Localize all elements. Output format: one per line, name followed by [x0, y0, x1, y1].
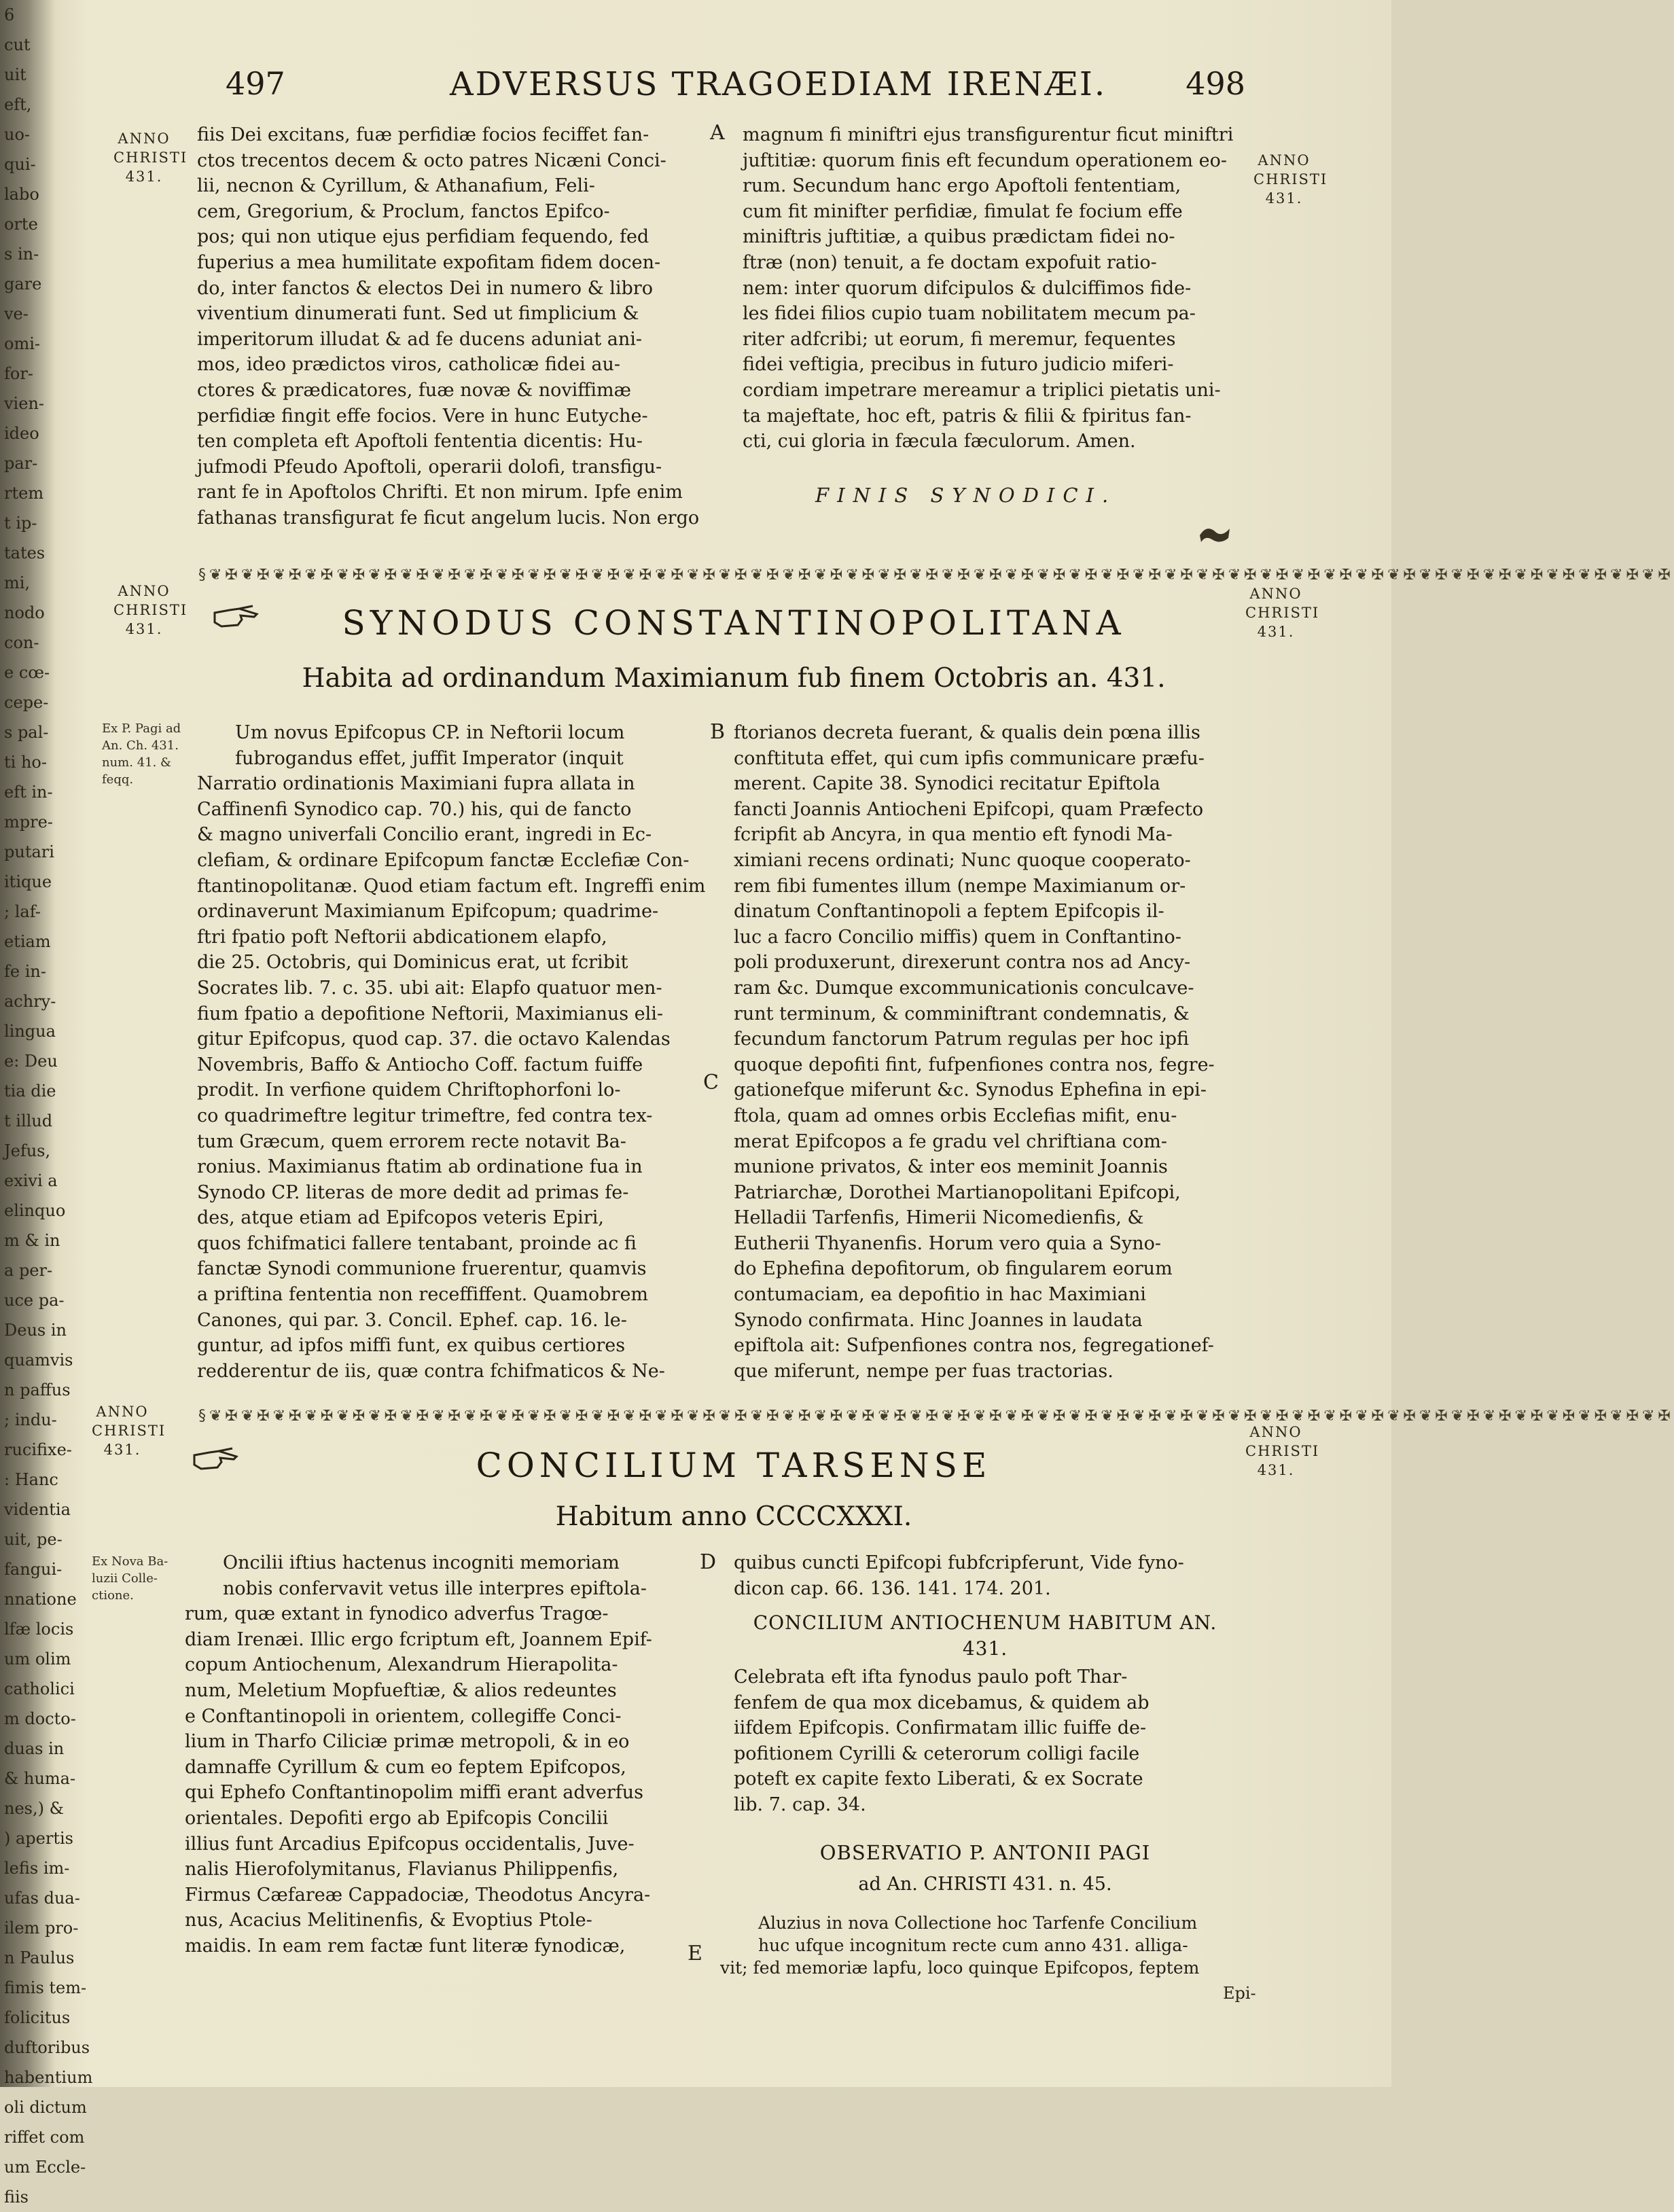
text-line: conftituta effet, qui cum ipfis communicare præfu- [734, 747, 1205, 769]
page-number-left: 497 [226, 65, 285, 102]
text-line: munione privatos, & inter eos meminit Joannis [734, 1156, 1168, 1178]
text-line: omi- [4, 334, 40, 353]
text-line: orte [4, 215, 38, 234]
text-line: & magno univerfali Concilio erant, ingredi in Ec- [197, 824, 652, 846]
margin-letter-a: A [710, 121, 725, 145]
observatio-subtitle: ad An. CHRISTI 431. n. 45. [858, 1874, 1112, 1895]
text-line: tia die [4, 1082, 56, 1101]
text-line: t ip- [4, 514, 37, 533]
text-line: qui Ephefo Conftantinopolim miffi erant adverfus [185, 1782, 644, 1804]
text-line: clefiam, & ordinare Epifcopum fanctæ Ecclefiæ Con- [197, 849, 690, 871]
text-line: merat Epifcopos a fe gradu vel chriftiana com- [734, 1130, 1168, 1152]
anno-word: ANNO [96, 1404, 149, 1420]
text-line: do Ephefina depofitorum, ob fingularem eorum [734, 1258, 1173, 1280]
text-line: cut [4, 35, 31, 54]
text-line: duas in [4, 1739, 65, 1758]
text-line: mi, [4, 573, 31, 592]
text-line: s in- [4, 245, 39, 264]
text-line: iifdem Epifcopis. Confirmatam illic fuiffe de- [734, 1717, 1147, 1739]
anno-year: 431. [1257, 624, 1295, 640]
text-line: guntur, ad ipfos miffi funt, ex quibus certiores [197, 1335, 626, 1357]
text-line: ximiani recens ordinati; Nunc quoque cooperato- [734, 849, 1191, 871]
text-line: ideo [4, 424, 39, 443]
text-line: fecundum fanctorum Patrum regulas per hoc ipfi [734, 1029, 1190, 1050]
text-line: for- [4, 364, 33, 383]
observatio-body [720, 1912, 1243, 1979]
anno-year: 431. [1257, 1462, 1295, 1478]
text-line: copum Antiochenum, Alexandrum Hierapolita- [185, 1654, 618, 1676]
text-line: um olim [4, 1649, 71, 1669]
text-line: ctores & prædicatores, fuæ novæ & noviffimæ [197, 379, 632, 401]
facing-page-fragment [0, 0, 93, 2207]
margin-letter-c: C [703, 1071, 719, 1094]
text-line: ti ho- [4, 753, 47, 772]
text-line: ctos trecentos decem & octo patres Nicæni Conci- [197, 149, 666, 171]
text-line: damnaffe Cyrillum & cum eo feptem Epifcopos, [185, 1756, 626, 1778]
text-line: juftitiæ: quorum finis eft fecundum operationem eo- [743, 149, 1227, 171]
text-line: fiis Dei excitans, fuæ perfidiæ focios feciffet fan- [197, 124, 649, 145]
text-line: ftri fpatio poft Neftorii abdicationem elapfo, [197, 926, 607, 948]
text-line: riffet com [4, 2128, 85, 2147]
text-line: prodit. In verfione quidem Chriftophorfoni lo- [197, 1080, 621, 1101]
text-line: Deus in [4, 1321, 67, 1340]
text-line: rum. Secundum hanc ergo Apoftoli fententiam, [743, 175, 1181, 197]
text-line: Firmus Cæfareæ Cappadociæ, Theodotus Ancyra- [185, 1884, 651, 1906]
text-line: nes,) & [4, 1799, 64, 1818]
text-line: Aluzius in nova Collectione hoc Tarfenfe Concilium [758, 1913, 1198, 1933]
text-line: gare [4, 274, 42, 293]
text-line: uit, pe- [4, 1530, 63, 1549]
synodus-right-column [734, 720, 1236, 1384]
text-line: les fidei filios cupio tuam nobilitatem mecum pa- [743, 303, 1196, 325]
text-line: putari [4, 842, 54, 861]
text-line: uo- [4, 125, 31, 144]
text-line: fubrogandus effet, juffit Imperator (inquit [235, 747, 624, 769]
text-line: Um novus Epifcopus CP. in Neftorii locum [235, 722, 625, 743]
text-line: lfæ locis [4, 1620, 74, 1639]
text-line: tum Græcum, quem errorem recte notavit Ba- [197, 1130, 626, 1152]
text-line: Celebrata eft ifta fynodus paulo poft Thar- [734, 1666, 1128, 1688]
text-line: lingua [4, 1022, 56, 1041]
text-line: 6 [4, 5, 15, 24]
catchword: Epi- [1223, 1984, 1256, 2003]
text-line: ftantinopolitanæ. Quod etiam factum eft. Ingreffi enim [197, 875, 706, 897]
text-line: lib. 7. cap. 34. [734, 1794, 866, 1815]
text-line: videntia [4, 1500, 71, 1519]
anno-label [113, 582, 188, 639]
text-line: folicitus [4, 2008, 71, 2027]
synodus-left-column [197, 720, 706, 1384]
sidenote-line: feqq. [102, 772, 134, 787]
text-line: n paffus [4, 1380, 71, 1399]
anno-word: ANNO [118, 583, 171, 599]
text-line: catholici [4, 1679, 75, 1698]
text-line: ten completa eft Apoftoli fententia dicentis: Hu- [197, 431, 643, 452]
text-line: & huma- [4, 1769, 76, 1788]
sidenote-line: num. 41. & [102, 755, 172, 770]
text-line: uce pa- [4, 1291, 65, 1310]
anno-christi: CHRISTI [1245, 605, 1320, 621]
anno-year: 431. [103, 1442, 141, 1458]
text-line: fuperius a mea humilitate expofitam fidem docen- [197, 251, 661, 273]
text-line: e Conftantinopoli in orientem, collegiffe Conci- [185, 1705, 622, 1727]
text-line: ve- [4, 304, 29, 323]
text-line: gitur Epifcopus, quod cap. 37. die octavo Kalendas [197, 1029, 671, 1050]
text-line: illius funt Arcadius Epifcopus occidentalis, Juve- [185, 1833, 635, 1855]
text-line: co quadrimeftre legitur trimeftre, fed contra tex- [197, 1105, 653, 1126]
text-line: rum, quæ extant in fynodico adverfus Tragœ- [185, 1603, 609, 1625]
ornament-band: §❦✠❦✠❦✠❦✠❦✠❦✠❦✠❦✠❦✠❦✠❦✠❦✠❦✠❦✠❦✠❦✠❦✠❦✠❦✠❦✠❦✠❦✠❦✠❦✠❦✠❦✠❦✠❦✠❦✠❦✠❦✠❦✠❦✠❦✠❦✠❦✠❦✠❦✠❦✠❦✠❦✠❦✠❦✠❦✠❦✠❦✠ [198, 567, 1674, 584]
text-line: ufas dua- [4, 1889, 80, 1908]
text-line: runt terminum, & comminiftrant condemnatis, & [734, 1003, 1190, 1024]
text-line: ; laf- [4, 902, 41, 921]
text-line: fe in- [4, 962, 46, 981]
text-line: contumaciam, ea depofitio in hac Maximiani [734, 1284, 1146, 1306]
observatio-title: OBSERVATIO P. ANTONII PAGI [819, 1841, 1151, 1864]
text-line: fium fpatio a depofitione Neftorii, Maximianus eli- [197, 1003, 664, 1024]
anno-label [1253, 151, 1328, 208]
text-line: miniftris juftitiæ, a quibus prædictam fidei no- [743, 226, 1175, 248]
section-title-tarsense: CONCILIUM TARSENSE [476, 1446, 992, 1485]
text-line: par- [4, 454, 38, 473]
text-line: tates [4, 543, 46, 563]
text-line: lii, necnon & Cyrillum, & Athanafium, Feli- [197, 175, 595, 197]
text-line: poli produxerunt, direxerunt contra nos ad Ancy- [734, 952, 1191, 974]
text-line: vit; fed memoriæ lapfu, loco quinque Epifcopos, feptem [720, 1958, 1200, 1978]
text-line: Canones, qui par. 3. Concil. Ephef. cap. 16. le- [197, 1309, 627, 1331]
text-line: ftræ (non) tenuit, a fe doctam expofuit ratio- [743, 251, 1157, 273]
text-line: rem fibi fumentes illum (nempe Maximianum or- [734, 875, 1186, 897]
section-subtitle-synodus: Habita ad ordinandum Maximianum fub finem Octobris an. 431. [302, 663, 1166, 694]
text-line: um Eccle- [4, 2158, 86, 2177]
text-line: dinatum Conftantinopoli a feptem Epifcopis il- [734, 901, 1164, 923]
text-line: nodo [4, 603, 45, 622]
anno-year: 431. [1265, 190, 1303, 207]
text-line: maidis. In eam rem factæ funt literæ fynodicæ, [185, 1935, 626, 1957]
text-line: ordinaverunt Maximianum Epifcopum; quadrime- [197, 901, 659, 923]
text-line: Synodo CP. literas de more dedit ad primas fe- [197, 1181, 629, 1203]
text-line: rant fe in Apoftolos Chrifti. Et non mirum. Ipfe enim [197, 482, 683, 503]
anno-label [1245, 1423, 1320, 1480]
top-left-column [197, 122, 700, 531]
finis-synodici: FINIS SYNODICI. [815, 484, 1117, 507]
text-line: ftola, quam ad omnes orbis Ecclefias mifit, enu- [734, 1105, 1177, 1126]
text-line: Caffinenfi Synodico cap. 70.) his, qui de fancto [197, 798, 632, 820]
sidenote-line: Ex Nova Ba- [92, 1554, 168, 1569]
text-line: perfidiæ fingit effe focios. Vere in hunc Eutyche- [197, 405, 648, 427]
text-line: ilem pro- [4, 1919, 79, 1938]
tarsense-right-top [734, 1550, 1236, 1601]
text-line: a per- [4, 1261, 53, 1280]
margin-letter-d: D [700, 1550, 717, 1574]
text-line: exivi a [4, 1171, 58, 1190]
text-line: m & in [4, 1231, 60, 1250]
text-line: cum fit minifter perfidiæ, fimulat fe focium effe [743, 200, 1183, 222]
text-line: mos, ideo prædictos viros, catholicæ fidei au- [197, 354, 621, 376]
text-line: que miferunt, nempe per fuas tractorias. [734, 1360, 1114, 1382]
pointing-hand-icon [192, 1446, 241, 1473]
text-line: jufmodi Pfeudo Apoftoli, operarii dolofi, transfigu- [197, 456, 662, 478]
text-line: des, atque etiam ad Epifcopos veteris Epiri, [197, 1207, 604, 1229]
anno-word: ANNO [118, 130, 171, 147]
text-line: riter adfcribi; ut eorum, fi meremur, fequentes [743, 328, 1176, 350]
text-line: etiam [4, 932, 51, 951]
top-right-column [743, 122, 1245, 454]
anno-year: 431. [125, 168, 163, 185]
anno-christi: CHRISTI [113, 149, 188, 166]
fleuron-icon [1197, 522, 1232, 548]
text-line: con- [4, 633, 39, 652]
text-line: cem, Gregorium, & Proclum, fanctos Epifco- [197, 200, 610, 222]
text-line: pofitionem Cyrilli & ceterorum colligi facile [734, 1743, 1140, 1764]
text-line: fiis [4, 2188, 29, 2207]
text-line: ftorianos decreta fuerant, & qualis dein pœna illis [734, 722, 1200, 743]
text-line: merent. Capite 38. Synodici recitatur Epiftola [734, 773, 1160, 795]
text-line: num, Meletium Mopfueftiæ, & alios redeuntes [185, 1679, 617, 1701]
text-line: orientales. Depofiti ergo ab Epifcopis Concilii [185, 1807, 609, 1829]
pointing-hand-icon [212, 603, 261, 630]
anno-word: ANNO [1249, 1424, 1302, 1440]
text-line: pos; qui non utique ejus perfidiam fequendo, fed [197, 226, 649, 248]
text-line: magnum fi miniftri ejus transfigurentur ficut miniftri [743, 124, 1234, 145]
text-line: fimis tem- [4, 1978, 87, 1997]
text-line: luc a facro Concilio miffis) quem in Conftantino- [734, 926, 1181, 948]
text-line: lium in Tharfo Ciliciæ primæ metropoli, & in eo [185, 1731, 630, 1753]
text-line: do, inter fanctos & electos Dei in numero & libro [197, 277, 653, 299]
text-line: fathanas transfigurat fe ficut angelum lucis. Non ergo [197, 507, 700, 529]
sidenote-line: luzii Colle- [92, 1571, 158, 1586]
text-line: : Hanc [4, 1470, 58, 1489]
ornament-band: §❦✠❦✠❦✠❦✠❦✠❦✠❦✠❦✠❦✠❦✠❦✠❦✠❦✠❦✠❦✠❦✠❦✠❦✠❦✠❦✠❦✠❦✠❦✠❦✠❦✠❦✠❦✠❦✠❦✠❦✠❦✠❦✠❦✠❦✠❦✠❦✠❦✠❦✠❦✠❦✠❦✠❦✠❦✠❦✠❦✠❦✠ [198, 1408, 1674, 1425]
text-line: labo [4, 185, 39, 204]
text-line: vien- [4, 394, 45, 413]
text-line: epiftola ait: Sufpenfiones contra nos, fegregationef- [734, 1335, 1214, 1357]
text-line: itique [4, 872, 52, 891]
text-line: redderentur de iis, quæ contra fchifmaticos & Ne- [197, 1360, 665, 1382]
text-line: qui- [4, 155, 36, 174]
text-line: uit [4, 65, 26, 84]
running-title: ADVERSUS TRAGOEDIAM IRENÆI. [450, 65, 1107, 103]
margin-letter-e: E [688, 1942, 702, 1965]
text-line: e cœ- [4, 663, 50, 682]
text-line: die 25. Octobris, qui Dominicus erat, ut fcribit [197, 952, 628, 974]
text-line: oli dictum [4, 2098, 87, 2117]
anno-word: ANNO [1249, 586, 1302, 602]
text-line: dicon cap. 66. 136. 141. 174. 201. [734, 1577, 1051, 1599]
text-line: diam Irenæi. Illic ergo fcriptum eft, Joannem Epif- [185, 1628, 652, 1650]
text-line: quoque depofiti fint, fufpenfiones contra nos, fegre- [734, 1054, 1215, 1075]
text-line: fidei veftigia, precibus in futuro judicio miferi- [743, 354, 1174, 376]
text-line: achry- [4, 992, 56, 1011]
anno-label [1245, 584, 1320, 641]
text-line: nalis Hierofolymitanus, Flavianus Philippenfis, [185, 1859, 619, 1880]
text-line: cepe- [4, 693, 49, 712]
text-line: lefis im- [4, 1859, 70, 1878]
text-line: quamvis [4, 1351, 73, 1370]
text-line: viventium dinumerati funt. Sed ut fimplicium & [197, 303, 639, 325]
text-line: eft in- [4, 783, 53, 802]
text-line: s pal- [4, 723, 49, 742]
text-line: rucifixe- [4, 1440, 72, 1459]
text-line: m docto- [4, 1709, 76, 1728]
text-line: ta majeftate, hoc eft, patris & filii & fpiritus fan- [743, 405, 1192, 427]
margin-letter-b: B [710, 720, 726, 744]
text-line: imperitorum illudat & ad fe ducens aduniat ani- [197, 328, 643, 350]
text-line: ronius. Maximianus ftatim ab ordinatione fua in [197, 1156, 643, 1178]
sidenote-baluzius [92, 1553, 177, 1604]
text-line: Jefus, [4, 1141, 51, 1160]
text-line: duftoribus [4, 2038, 90, 2057]
text-line: huc ufque incognitum recte cum anno 431. alliga- [758, 1936, 1188, 1955]
text-line: mpre- [4, 813, 53, 832]
text-line: fancti Joannis Antiocheni Epifcopi, quam Præfecto [734, 798, 1204, 820]
text-line: Socrates lib. 7. c. 35. ubi ait: Elapfo quatuor men- [197, 977, 662, 999]
text-line: nem: inter quorum difcipulos & dulciffimos fide- [743, 277, 1192, 299]
text-line: quos fchifmatici fallere tentabant, proinde ac fi [197, 1232, 637, 1254]
text-line: Patriarchæ, Dorothei Martianopolitani Epifcopi, [734, 1181, 1181, 1203]
text-line: nnatione [4, 1590, 77, 1609]
sidenote-line: ctione. [92, 1588, 134, 1603]
text-line: fenfem de qua mox dicebamus, & quidem ab [734, 1692, 1150, 1713]
sidenote-pagi [102, 720, 187, 788]
text-line: fangui- [4, 1560, 63, 1579]
text-line: Helladii Tarfenfis, Himerii Nicomedienfis, & [734, 1207, 1144, 1229]
anno-label [92, 1402, 166, 1459]
text-line: nus, Acacius Melitinenfis, & Evoptius Ptole- [185, 1910, 592, 1931]
anno-christi: CHRISTI [113, 602, 188, 618]
text-line: fanctæ Synodi communione fruerentur, quamvis [197, 1258, 647, 1280]
text-line: ) apertis [4, 1829, 73, 1848]
text-line: Narratio ordinationis Maximiani fupra allata in [197, 773, 635, 795]
anno-christi: CHRISTI [1245, 1443, 1320, 1459]
page-number-right: 498 [1186, 65, 1245, 102]
sidenote-line: An. Ch. 431. [102, 738, 179, 753]
antiochenum-heading: CONCILIUM ANTIOCHENUM HABITUM AN. 431. [753, 1611, 1217, 1660]
text-line: quibus cuncti Epifcopi fubfcripferunt, Vide fyno- [734, 1552, 1184, 1573]
anno-word: ANNO [1258, 152, 1311, 168]
antiochenum-body [734, 1664, 1236, 1818]
text-line: habentium [4, 2068, 93, 2087]
text-line: elinquo [4, 1201, 66, 1220]
anno-label [113, 129, 188, 186]
text-line: eft, [4, 95, 32, 114]
text-line: fcripfit ab Ancyra, in qua mentio eft fynodi Ma- [734, 824, 1173, 846]
text-line: Synodo confirmata. Hinc Joannes in laudata [734, 1309, 1143, 1331]
text-line: ; indu- [4, 1410, 57, 1429]
anno-christi: CHRISTI [92, 1423, 166, 1439]
text-line: Oncilii iftius hactenus incogniti memoriam [223, 1552, 620, 1573]
text-line: n Paulus [4, 1948, 75, 1967]
text-line: cti, cui gloria in fæcula fæculorum. Amen. [743, 431, 1136, 452]
text-line: ram &c. Dumque excommunicationis conculcave- [734, 977, 1194, 999]
anno-year: 431. [125, 621, 163, 637]
text-line: a priftina fententia non receffiffent. Quamobrem [197, 1284, 649, 1306]
tarsense-left-column [185, 1550, 691, 1959]
text-line: poteft ex capite fexto Liberati, & ex Socrate [734, 1768, 1143, 1790]
text-line: nobis confervavit vetus ille interpres epiftola- [223, 1577, 647, 1599]
text-line: t illud [4, 1111, 53, 1130]
text-line: gationefque miferunt &c. Synodus Ephefina in epi- [734, 1080, 1207, 1101]
text-line: cordiam impetrare mereamur a triplici pietatis uni- [743, 379, 1221, 401]
text-line: e: Deu [4, 1052, 58, 1071]
text-line: rtem [4, 484, 44, 503]
section-title-synodus: SYNODUS CONSTANTINOPOLITANA [342, 603, 1126, 643]
text-line: Novembris, Baffo & Antiocho Coff. factum fuiffe [197, 1054, 643, 1075]
text-line: Eutherii Thyanenfis. Horum vero quia a Syno- [734, 1232, 1162, 1254]
section-subtitle-tarsense: Habitum anno CCCCXXXI. [555, 1501, 912, 1532]
sidenote-line: Ex P. Pagi ad [102, 721, 181, 736]
anno-christi: CHRISTI [1253, 171, 1328, 188]
